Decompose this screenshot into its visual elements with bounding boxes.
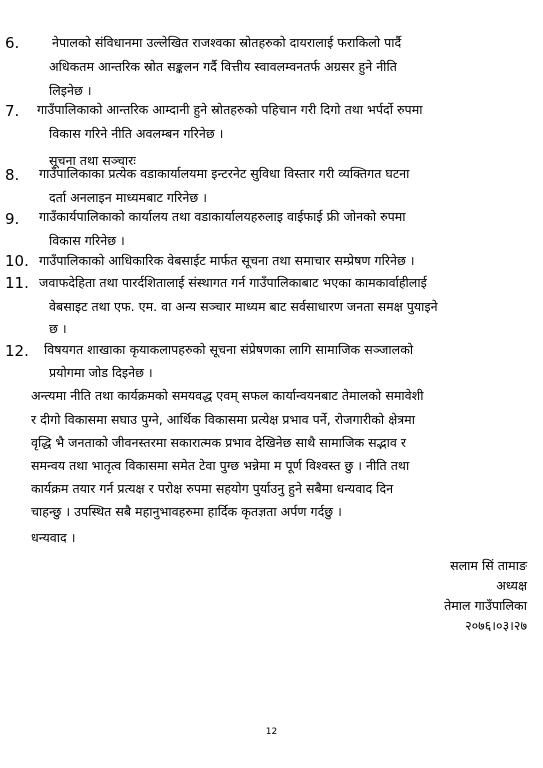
- closing-paragraph-line: अन्त्यमा नीति तथा कार्यक्रमको समयवद्ध एवम् सफल कार्यान्वयनबाट तेमालको समावेशी: [31, 388, 424, 403]
- item-text-line: विषयगत शाखाका कृयाकलापहरुको सूचना संप्रेषणका लागि सामाजिक सञ्जालको: [44, 342, 414, 357]
- item-number: 11.: [5, 274, 29, 292]
- item-text-line: गाउँपालिकाको आधिकारिक वेबसाईट मार्फत सूचना तथा समाचार सम्प्रेषण गरिनेछ ।: [39, 253, 415, 268]
- closing-paragraph-line: चाहन्छु । उपस्थित सबै महानुभावहरुमा हार्दिक कृतज्ञता अर्पण गर्दछु ।: [31, 504, 342, 519]
- section-heading: सूचना तथा सञ्चारः: [49, 153, 136, 168]
- office-name: तेमाल गाउँपालिका: [444, 598, 527, 613]
- item-number: 9.: [5, 210, 20, 228]
- item-text-line: नेपालको संविधानमा उल्लेखित राजश्वका स्रोतहरुको दायरालाई फराकिलो पार्दै: [52, 35, 402, 50]
- item-text-line: जवाफदेहिता तथा पारर्दशितालाई संस्थागत गर्न गाउँपालिकाबाट भएका कामकार्वाहीलाई: [39, 275, 427, 290]
- closing-paragraph-line: समन्वय तथा भातृत्व विकासमा समेत टेवा पुग्छ भन्नेमा म पूर्ण विश्वस्त छु । नीति तथा: [31, 458, 410, 473]
- item-text-line: लिइनेछ ।: [49, 83, 92, 98]
- item-text-line: प्रयोगमा जोड दिइनेछ ।: [49, 365, 153, 380]
- item-text-line: दर्ता अनलाइन माध्यमबाट गरिनेछ ।: [49, 190, 207, 205]
- item-text-line: गाउँपालिकाका प्रत्येक वडाकार्यालयमा इन्टरनेट सुविधा विस्तार गरी व्यक्तिगत घटना: [39, 166, 410, 181]
- item-text-line: विकास गरिनेछ ।: [49, 233, 125, 248]
- closing-paragraph-line: कार्यक्रम तयार गर्न प्रत्यक्ष र परोक्ष रुपमा सहयोग पुर्याउनु हुने सबैमा धन्यवाद दिन: [31, 481, 394, 496]
- item-number: 12.: [5, 342, 29, 360]
- item-number: 6.: [5, 34, 20, 52]
- document-date: २०७६।०३।२७: [465, 618, 527, 633]
- page-number: 12: [265, 727, 278, 737]
- item-text-line: विकास गरिने नीति अवलम्बन गरिनेछ ।: [49, 126, 224, 141]
- item-number: 7.: [5, 102, 20, 120]
- item-text-line: गाउँकार्यपालिकाको कार्यालय तथा वडाकार्यालयहरुलाइ वाईफाई फ्री जोनको रुपमा: [39, 209, 406, 224]
- thanks-text: धन्यवाद ।: [31, 530, 76, 545]
- item-text-line: गाउँपालिकाको आन्तरिक आम्दानी हुने स्रोतहरुको पहिचान गरी दिगो तथा भर्पर्दो रुपमा: [37, 102, 423, 117]
- item-number: 8.: [5, 166, 20, 184]
- signatory-title: अध्यक्ष: [496, 578, 527, 593]
- item-number: 10.: [5, 252, 29, 270]
- item-text-line: अधिकतम आन्तरिक स्रोत सङ्कलन गर्दै वित्तीय स्वावलम्वनतर्फ अग्रसर हुने नीति: [49, 59, 397, 74]
- item-text-line: वेबसाइट तथा एफ. एम. वा अन्य सञ्चार माध्यम बाट सर्वसाधारण जनता समक्ष पुयाइने: [49, 299, 438, 314]
- item-text-line: छ ।: [49, 321, 67, 336]
- closing-paragraph-line: वृद्धि भै जनताको जीवनस्तरमा सकारात्मक प्रभाव देखिनेछ साथै सामाजिक सद्भाव र: [31, 435, 407, 450]
- closing-paragraph-line: र दीगो विकासमा सघाउ पुग्ने, आर्थिक विकासमा प्रत्येक्ष प्रभाव पर्ने, रोजगारीको क्षेत्रमा: [31, 412, 415, 427]
- signatory-name: सलाम सिं तामाङ: [450, 558, 527, 573]
